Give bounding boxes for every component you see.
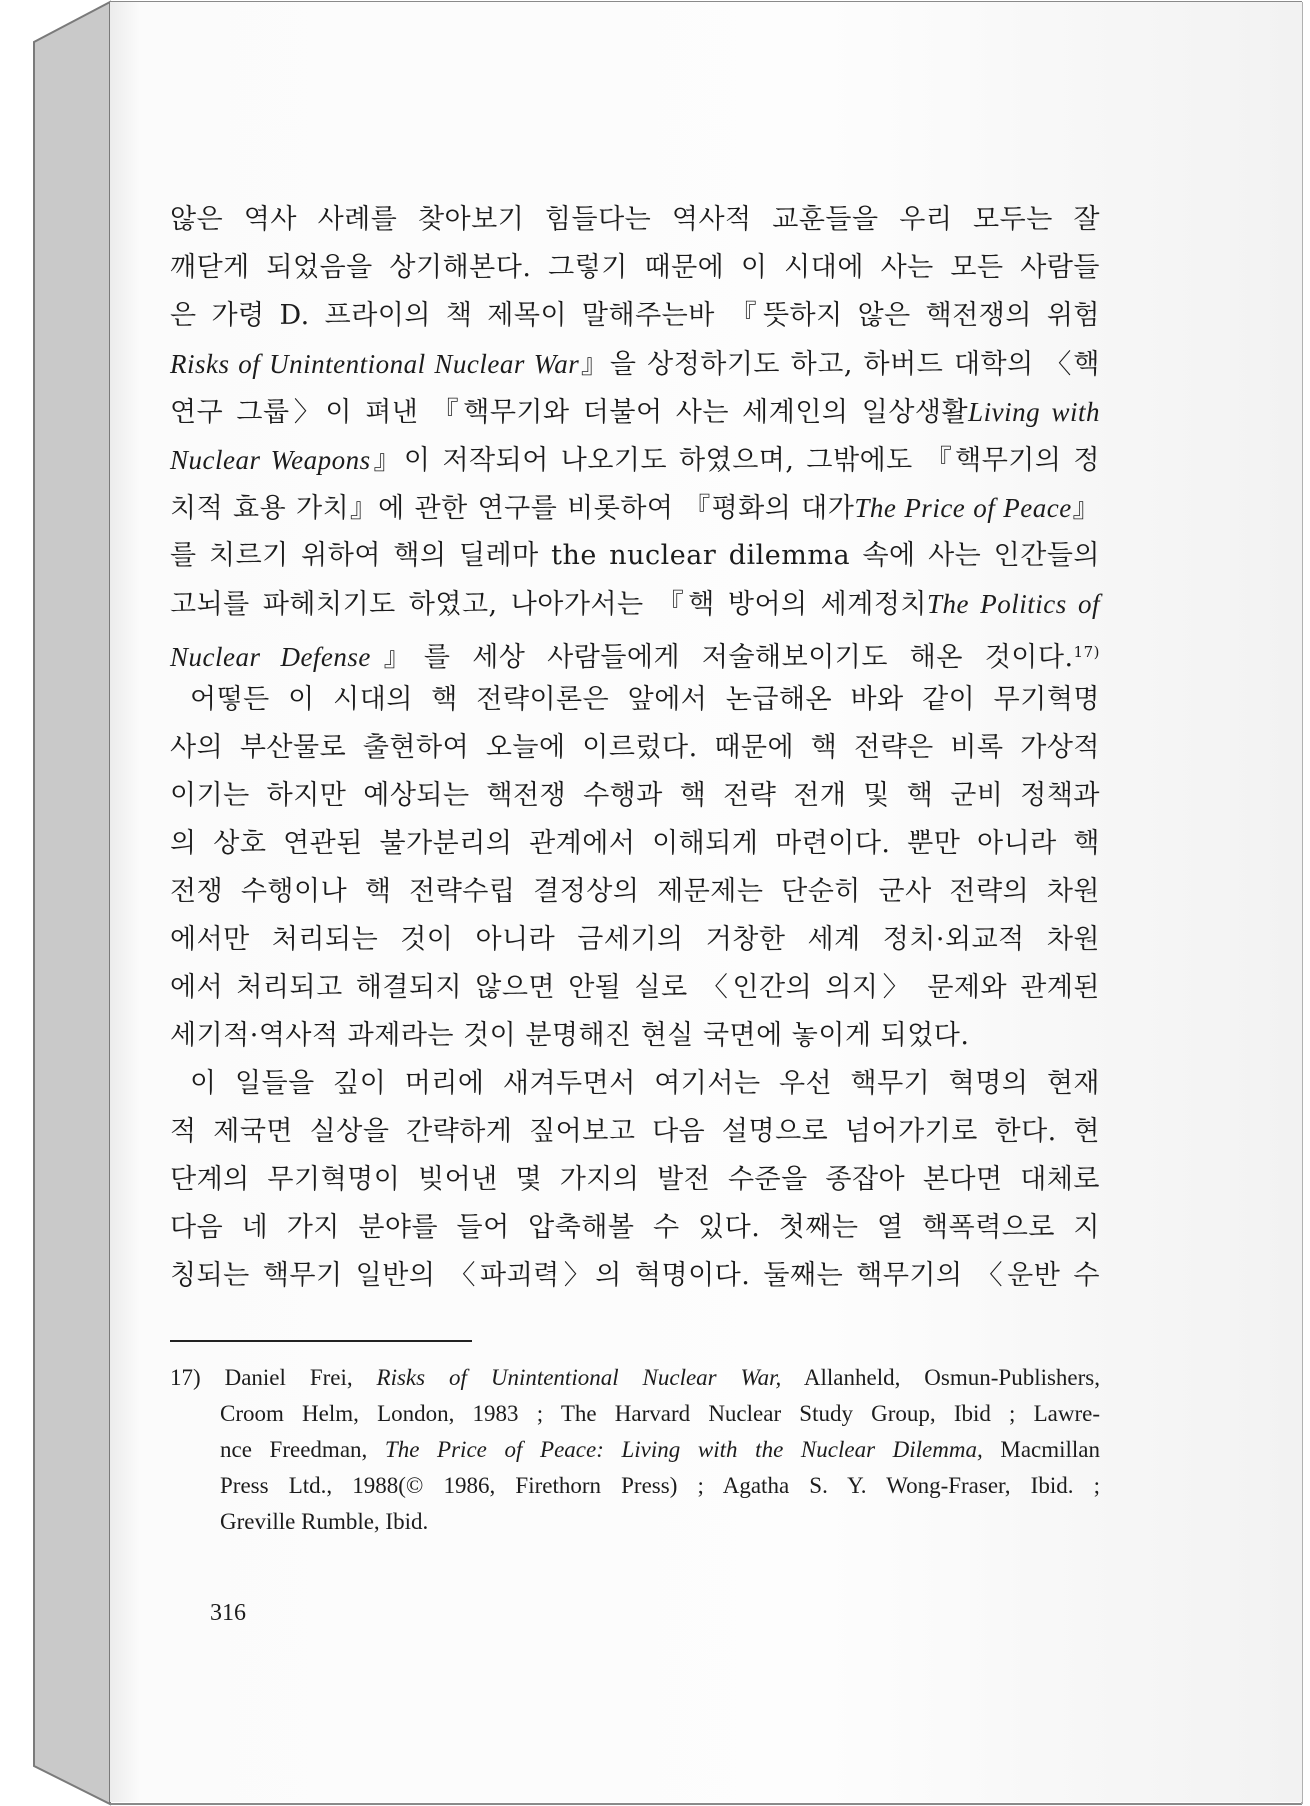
footnote-line	[170, 1504, 1100, 1540]
text-run: 고뇌를 파헤치기도 하였고, 나아가서는 『핵 방어의 세계정치	[170, 589, 928, 620]
text-run: 17)	[1073, 643, 1100, 661]
text-run: 에서만 처리되는 것이 아니라 금세기의 거창한 세계 정치·외교적 차원	[170, 924, 1100, 955]
text-run: 를 치르기 위하여 핵의 딜레마 the nuclear dilemma 속에 사는 인간들의	[170, 540, 1100, 571]
text-run: 않은 역사 사례를 찾아보기 힘들다는 역사적 교훈들을 우리 모두는 잘	[170, 204, 1100, 235]
body-line	[170, 388, 1100, 436]
body-line	[170, 676, 1100, 724]
footnote-rule	[170, 1340, 472, 1342]
body-line	[170, 436, 1100, 484]
footnote-line	[170, 1432, 1100, 1468]
body-line	[170, 340, 1100, 388]
text-run: The Price of Peace	[854, 493, 1072, 523]
text-run: Greville Rumble, Ibid.	[220, 1509, 429, 1534]
text-run: Risks of Unintentional Nuclear War,	[376, 1365, 782, 1390]
body-line	[170, 1012, 1100, 1060]
text-run: Living with	[968, 397, 1101, 427]
body-text	[170, 196, 1100, 1300]
text-run: 이기는 하지만 예상되는 핵전쟁 수행과 핵 전략 전개 및 핵 군비 정책과	[170, 780, 1100, 811]
text-run: 은 가령 D. 프라이의 책 제목이 말해주는바 『뜻하지 않은 핵전쟁의 위험	[170, 300, 1100, 331]
text-run: 다음 네 가지 분야를 들어 압축해볼 수 있다. 첫째는 열 핵폭력으로 지	[170, 1212, 1100, 1243]
footnote-block	[170, 1360, 1100, 1540]
text-run: 세기적·역사적 과제라는 것이 분명해진 현실 국면에 놓이게 되었다.	[170, 1020, 970, 1051]
text-run: 17) Daniel Frei,	[170, 1365, 377, 1390]
text-run: 』을 상정하기도 하고, 하버드 대학의 〈핵	[579, 349, 1100, 380]
text-run: Nuclear Defense	[170, 642, 371, 672]
text-run: Macmillan	[982, 1437, 1101, 1462]
text-run: 』	[1071, 493, 1100, 524]
body-line	[170, 916, 1100, 964]
text-run: 적 제국면 실상을 간략하게 짚어보고 다음 설명으로 넘어가기로 한다. 현	[170, 1116, 1100, 1147]
body-line	[170, 1252, 1100, 1300]
body-line	[170, 964, 1100, 1012]
footnote-line	[170, 1468, 1100, 1504]
text-run: Risks of Unintentional Nuclear War	[170, 349, 580, 379]
text-run: 전쟁 수행이나 핵 전략수립 결정상의 제문제는 단순히 군사 전략의 차원	[170, 876, 1100, 907]
text-run: The Price of Peace: Living with the Nuclear Dilemma,	[384, 1437, 983, 1462]
body-line	[170, 532, 1100, 580]
footnote-line	[170, 1360, 1100, 1396]
body-line	[170, 772, 1100, 820]
text-run: 깨닫게 되었음을 상기해본다. 그렇기 때문에 이 시대에 사는 모든 사람들	[170, 252, 1100, 283]
body-line	[170, 868, 1100, 916]
text-run: 사의 부산물로 출현하여 오늘에 이르렀다. 때문에 핵 전략은 비록 가상적	[170, 732, 1100, 763]
body-line	[170, 580, 1100, 628]
text-run: 이 일들을 깊이 머리에 새겨두면서 여기서는 우선 핵무기 혁명의 현재	[190, 1068, 1100, 1099]
text-run: 』를 세상 사람들에게 저술해보이기도 해온 것이다.	[370, 642, 1074, 673]
body-line	[170, 292, 1100, 340]
body-line	[170, 196, 1100, 244]
body-line	[170, 1060, 1100, 1108]
body-line	[170, 628, 1100, 676]
text-run: 치적 효용 가치』에 관한 연구를 비롯하여 『평화의 대가	[170, 493, 855, 524]
text-run: 어떻든 이 시대의 핵 전략이론은 앞에서 논급해온 바와 같이 무기혁명	[190, 684, 1100, 715]
text-run: Croom Helm, London, 1983 ; The Harvard Nuclear Study Group, Ibid ; Lawre-	[220, 1401, 1100, 1426]
text-run: 에서 처리되고 해결되지 않으면 안될 실로 〈인간의 의지〉 문제와 관계된	[170, 972, 1100, 1003]
text-run: 』이 저작되어 나오기도 하였으며, 그밖에도 『핵무기의 정	[370, 445, 1100, 476]
body-line	[170, 484, 1100, 532]
text-run: 연구 그룹〉이 펴낸 『핵무기와 더불어 사는 세계인의 일상생활	[170, 397, 969, 428]
footnote-line	[170, 1396, 1100, 1432]
page-number: 316	[210, 1600, 246, 1626]
text-run: Nuclear Weapons	[170, 445, 371, 475]
text-run: 단계의 무기혁명이 빚어낸 몇 가지의 발전 수준을 종잡아 본다면 대체로	[170, 1164, 1100, 1195]
text-run: Allanheld, Osmun-Publishers,	[781, 1365, 1100, 1390]
body-line	[170, 1108, 1100, 1156]
body-line	[170, 1204, 1100, 1252]
body-line	[170, 1156, 1100, 1204]
text-run: Press Ltd., 1988(© 1986, Firethorn Press) ; Agatha S. Y. Wong-Fraser, Ibid. ;	[220, 1473, 1100, 1498]
text-run: The Politics of	[927, 589, 1100, 619]
text-run: 의 상호 연관된 불가분리의 관계에서 이해되게 마련이다. 뿐만 아니라 핵	[170, 828, 1100, 859]
body-line	[170, 244, 1100, 292]
body-line	[170, 820, 1100, 868]
body-line	[170, 724, 1100, 772]
text-run: 칭되는 핵무기 일반의 〈파괴력〉의 혁명이다. 둘째는 핵무기의 〈운반 수	[170, 1260, 1100, 1291]
text-run: nce Freedman,	[220, 1437, 385, 1462]
